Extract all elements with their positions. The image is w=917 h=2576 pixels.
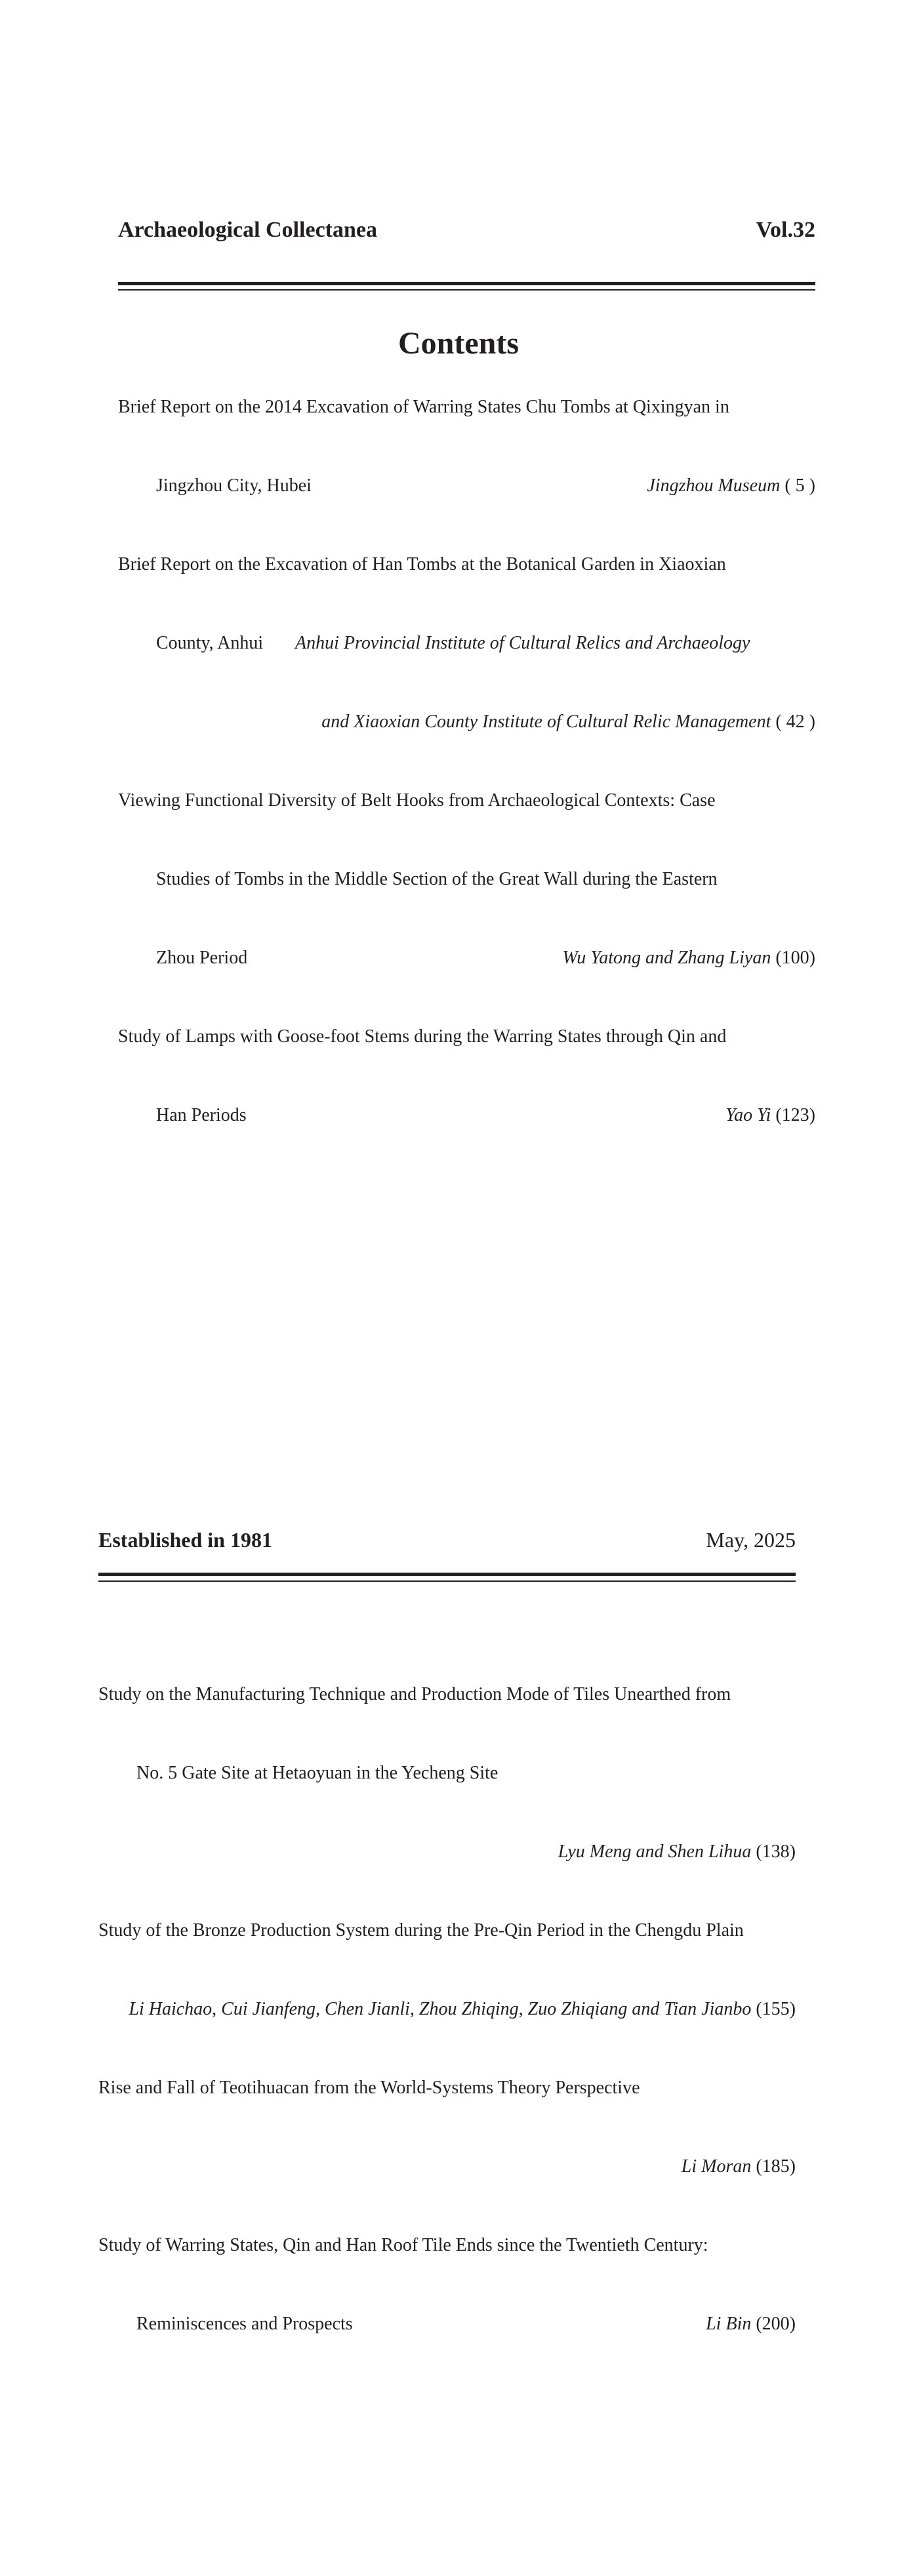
entry-author-page — [647, 474, 815, 498]
entry-author-page — [562, 946, 815, 970]
entry-title-line: Viewing Functional Diversity of Belt Hooks from Archaeological Contexts: Case — [118, 790, 716, 811]
page-header — [118, 218, 815, 251]
entry-author: Lyu Meng and Shen Lihua — [558, 1841, 752, 1862]
journal-title: Archaeological Collectanea — [118, 218, 378, 242]
entry-author-page — [682, 2155, 796, 2179]
entry-title-line: Han Periods — [156, 1105, 247, 1125]
entry-author: Yao Yi — [725, 1105, 771, 1125]
entry-author-page — [129, 1998, 796, 2021]
entry-page-number: (123) — [775, 1105, 815, 1125]
established-label: Established in 1981 — [98, 1528, 272, 1552]
entry-title-line: No. 5 Gate Site at Hetaoyuan in the Yecheng Site — [136, 1763, 499, 1783]
entry-page-number: ( 5 ) — [785, 475, 815, 496]
entry-title-line: Zhou Period — [156, 948, 248, 968]
entry-page-number: (185) — [756, 2156, 796, 2177]
entry-author: Wu Yatong and Zhang Liyan — [562, 948, 771, 968]
entry-title-line: Study of Lamps with Goose-foot Stems during the Warring States through Qin and — [118, 1026, 727, 1047]
entry-author: Li Bin — [706, 2314, 752, 2334]
entry-author: Li Haichao, Cui Jianfeng, Chen Jianli, Zhou Zhiqing, Zuo Zhiqiang and Tian Jianbo — [129, 1999, 752, 2019]
entry-page-number: (155) — [756, 1999, 796, 2019]
header-rule-thin — [118, 289, 815, 291]
entry-author: Li Moran — [681, 2156, 752, 2177]
entry-title-line: Study of Warring States, Qin and Han Roof Tile Ends since the Twentieth Century: — [98, 2235, 708, 2255]
entry-title-line: Brief Report on the 2014 Excavation of Warring States Chu Tombs at Qixingyan in — [118, 397, 729, 417]
entry-author: Jingzhou Museum — [647, 475, 781, 496]
entry-title-line: Brief Report on the Excavation of Han Tombs at the Botanical Garden in Xiaoxian — [118, 554, 726, 574]
header-rule-thick — [98, 1573, 796, 1576]
entry-title-line: Reminiscences and Prospects — [136, 2314, 353, 2334]
page-header — [98, 1528, 796, 1560]
entry-page-number: ( 42 ) — [775, 712, 815, 732]
header-rule-thick — [118, 282, 815, 285]
contents-heading: Contents — [397, 326, 519, 361]
entry-author: and Xiaoxian County Institute of Cultural Relic Management — [321, 712, 771, 732]
entry-author-page — [558, 1840, 796, 1864]
entry-title-line: Rise and Fall of Teotihuacan from the World-Systems Theory Perspective — [98, 2078, 640, 2098]
entry-author: Anhui Provincial Institute of Cultural Relics and Archaeology — [295, 633, 750, 653]
entry-author-page — [725, 1104, 815, 1127]
entry-author-page — [321, 710, 815, 734]
header-rule-thin — [98, 1580, 796, 1582]
entry-page-number: (100) — [775, 948, 815, 968]
entry-title-line: Jingzhou City, Hubei — [156, 475, 312, 496]
entry-author-page — [706, 2312, 796, 2336]
entry-page-number: (138) — [756, 1841, 796, 1862]
entry-title-line: Study on the Manufacturing Technique and Production Mode of Tiles Unearthed from — [98, 1684, 731, 1704]
entry-title-line: Studies of Tombs in the Middle Section of the Great Wall during the Eastern — [156, 869, 718, 889]
issue-date: May, 2025 — [706, 1528, 796, 1552]
volume-label: Vol.32 — [756, 218, 815, 242]
entry-page-number: (200) — [756, 2314, 796, 2334]
entry-title-line: Study of the Bronze Production System during the Pre-Qin Period in the Chengdu Plain — [98, 1920, 744, 1941]
entry-title-line: County, Anhui — [156, 633, 264, 653]
